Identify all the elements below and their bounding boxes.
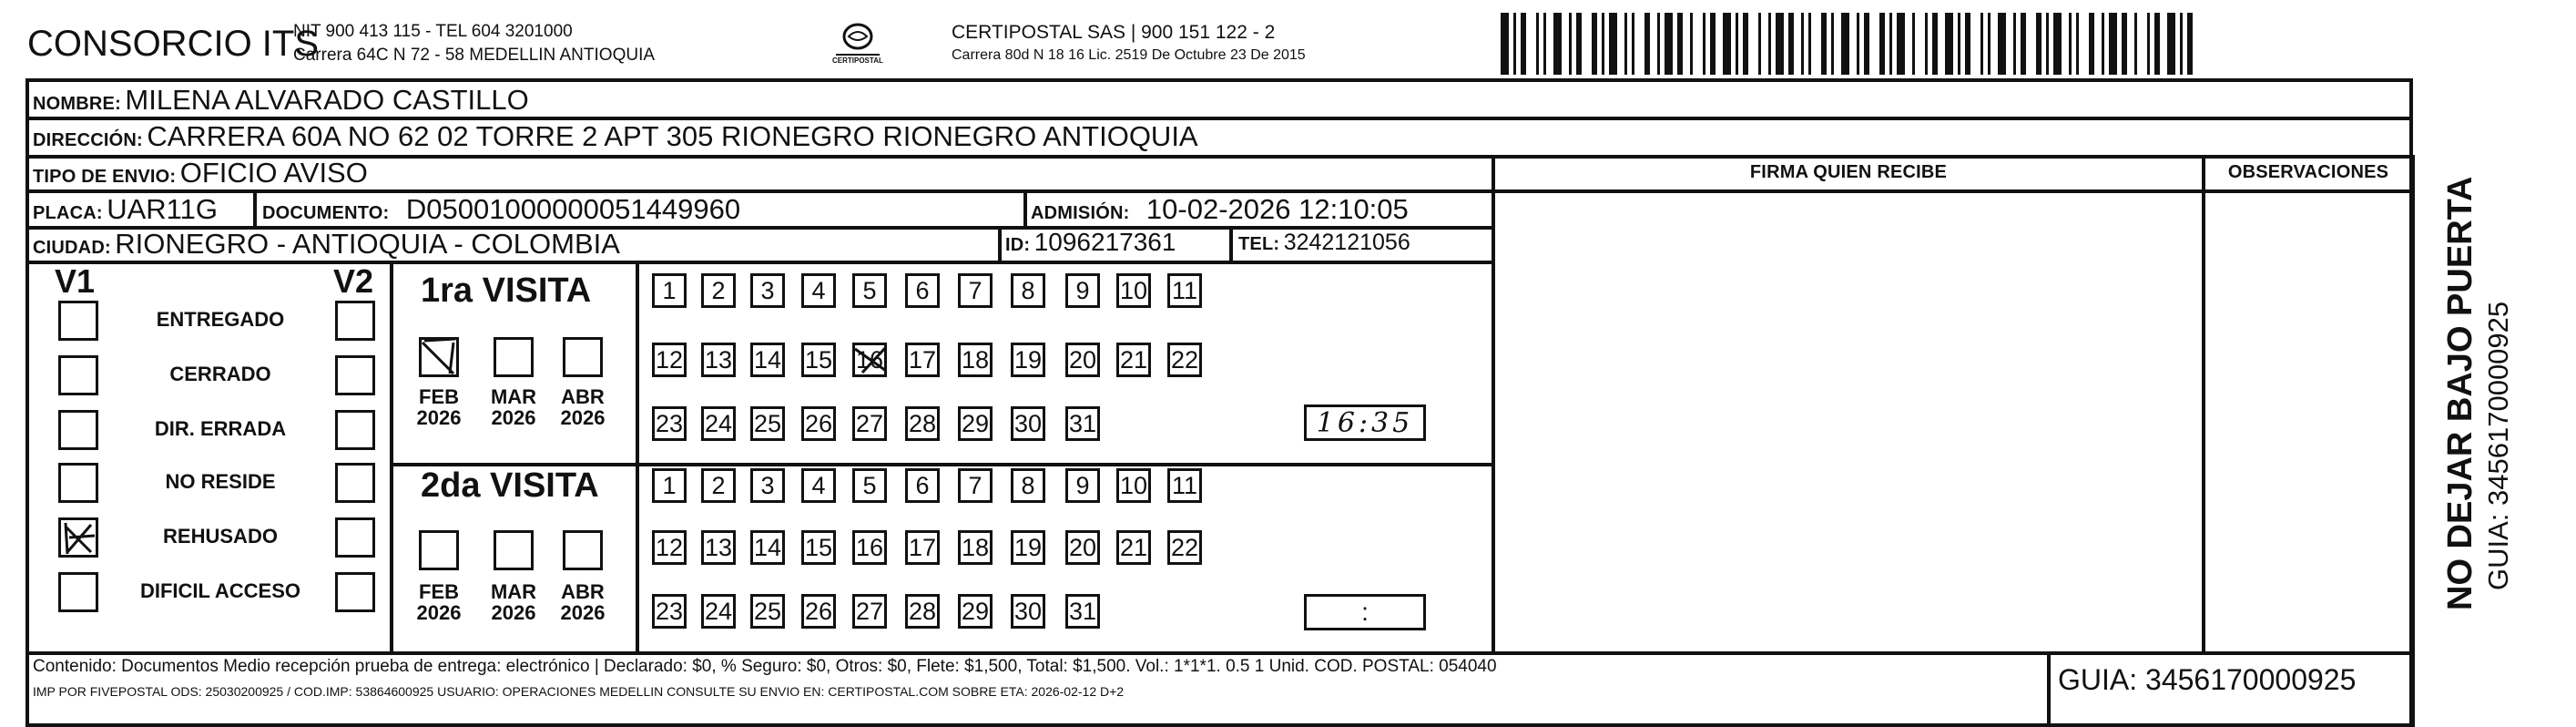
visit2-day-30[interactable]: 30 bbox=[1011, 594, 1045, 629]
visit1-day-8[interactable]: 8 bbox=[1011, 273, 1045, 308]
barcode-bar bbox=[1632, 13, 1634, 75]
carrier-name: CERTIPOSTAL SAS | 900 151 122 - 2 bbox=[952, 22, 1276, 43]
barcode-bar bbox=[2076, 13, 2079, 75]
barcode-bar bbox=[1553, 13, 1562, 75]
visit2-day-15[interactable]: 15 bbox=[801, 530, 836, 565]
barcode-bar bbox=[1932, 13, 1938, 75]
visit2-day-26[interactable]: 26 bbox=[801, 594, 836, 629]
visit1-day-5[interactable]: 5 bbox=[852, 273, 887, 308]
barcode-bar bbox=[2122, 13, 2127, 75]
company-address: Carrera 64C N 72 - 58 MEDELLIN ANTIOQUIA bbox=[293, 46, 656, 65]
barcode-bar bbox=[2036, 13, 2041, 75]
visit2-title: 2da VISITA bbox=[421, 466, 599, 505]
barcode-bar bbox=[2089, 13, 2094, 75]
observations-area[interactable] bbox=[2205, 193, 2409, 649]
visit2-day-25[interactable]: 25 bbox=[750, 594, 785, 629]
v1-check-0[interactable] bbox=[58, 301, 98, 341]
company-nit: NIT 900 413 115 - TEL 604 3201000 bbox=[293, 22, 573, 41]
visit2-abr-check[interactable] bbox=[563, 530, 603, 570]
visit1-day-9[interactable]: 9 bbox=[1065, 273, 1100, 308]
visit2-abr-label: ABR 2026 bbox=[560, 580, 606, 625]
barcode-bar bbox=[1831, 13, 1834, 75]
visit2-day-12[interactable]: 12 bbox=[652, 530, 687, 565]
visit2-day-14[interactable]: 14 bbox=[750, 530, 785, 565]
barcode-bar bbox=[1743, 13, 1748, 75]
visit1-day-22[interactable]: 22 bbox=[1167, 343, 1202, 377]
barcode-bar bbox=[1657, 13, 1660, 75]
barcode-bar bbox=[2167, 13, 2175, 75]
v1-label: V1 bbox=[55, 262, 96, 300]
visit2-day-13[interactable]: 13 bbox=[701, 530, 736, 565]
barcode-bar bbox=[2134, 13, 2137, 75]
barcode-bar bbox=[1602, 13, 1604, 75]
barcode-bar bbox=[1758, 13, 1761, 75]
barcode-bar bbox=[2154, 13, 2160, 75]
visit2-day-19[interactable]: 19 bbox=[1011, 530, 1045, 565]
visit1-day-12[interactable]: 12 bbox=[652, 343, 687, 377]
visit2-day-29[interactable]: 29 bbox=[958, 594, 993, 629]
barcode-bar bbox=[1801, 13, 1804, 75]
visit1-day-23[interactable]: 23 bbox=[652, 406, 687, 441]
tel-value: 3242121056 bbox=[1283, 230, 1410, 255]
id-field bbox=[1005, 230, 1176, 255]
tipo-value: OFICIO AVISO bbox=[179, 157, 368, 189]
v2-label: V2 bbox=[333, 262, 374, 300]
visit2-day-28[interactable]: 28 bbox=[905, 594, 940, 629]
visit2-day-11[interactable]: 11 bbox=[1167, 468, 1202, 503]
visit1-day-1[interactable]: 1 bbox=[652, 273, 687, 308]
visit1-day-7[interactable]: 7 bbox=[958, 273, 993, 308]
tipo-row bbox=[33, 159, 368, 187]
barcode-bar bbox=[1768, 13, 1771, 75]
admision-value: 10-02-2026 12:10:05 bbox=[1145, 193, 1409, 225]
v2-check-0[interactable] bbox=[335, 301, 375, 341]
barcode-bar bbox=[1624, 13, 1627, 75]
carrier-address: Carrera 80d N 18 16 Lic. 2519 De Octubre 23 De 2015 bbox=[952, 47, 1306, 63]
visit1-day-25[interactable]: 25 bbox=[750, 406, 785, 441]
visit2-day-8[interactable]: 8 bbox=[1011, 468, 1045, 503]
visit1-day-3[interactable]: 3 bbox=[750, 273, 785, 308]
motive-label-3: NO RESIDE bbox=[165, 470, 276, 493]
visit1-day-15[interactable]: 15 bbox=[801, 343, 836, 377]
barcode-bar bbox=[1736, 13, 1738, 75]
visit1-day-21[interactable]: 21 bbox=[1116, 343, 1151, 377]
visit1-day-6[interactable]: 6 bbox=[905, 273, 940, 308]
visit2-time-box[interactable] bbox=[1304, 594, 1426, 630]
visit1-day-11[interactable]: 11 bbox=[1167, 273, 1202, 308]
signature-header: FIRMA QUIEN RECIBE bbox=[1749, 162, 1948, 182]
observations-header: OBSERVACIONES bbox=[2227, 162, 2389, 182]
barcode-bar bbox=[1644, 13, 1650, 75]
visit1-day-17[interactable]: 17 bbox=[905, 343, 940, 377]
barcode-bar bbox=[1897, 13, 1905, 75]
motive-label-2: DIR. ERRADA bbox=[154, 417, 287, 440]
visit2-feb-label: FEB 2026 bbox=[416, 580, 462, 625]
barcode-bar bbox=[1864, 13, 1869, 75]
visit2-day-10[interactable]: 10 bbox=[1116, 468, 1151, 503]
barcode-bar bbox=[2102, 13, 2104, 75]
visit1-day-2[interactable]: 2 bbox=[701, 273, 736, 308]
visit1-abr-check[interactable] bbox=[563, 337, 603, 377]
visit1-mar-check[interactable] bbox=[494, 337, 534, 377]
barcode-bar bbox=[1501, 13, 1509, 75]
v1-check-4[interactable] bbox=[58, 517, 98, 558]
documento-value: D05001000000051449960 bbox=[405, 193, 741, 225]
barcode-bar bbox=[1710, 13, 1716, 75]
barcode-bar bbox=[1821, 13, 1827, 75]
barcode-bar bbox=[1703, 13, 1705, 75]
barcode-bar bbox=[1841, 13, 1849, 75]
barcode-bar bbox=[1609, 13, 1617, 75]
footer-guia: GUIA: 3456170000925 bbox=[2058, 663, 2357, 696]
barcode-bar bbox=[1912, 13, 1915, 75]
barcode-bar bbox=[1925, 13, 1928, 75]
v1-check-3[interactable] bbox=[58, 463, 98, 503]
visit2-day-2[interactable]: 2 bbox=[701, 468, 736, 503]
footer-print-info: IMP POR FIVEPOSTAL ODS: 25030200925 / COD.IMP: 53864600925 USUARIO: OPERACIONES MEDELLIN CONSULTE SU ENVIO EN: CERTIPOSTAL.COM SOBRE ETA: 2026-02-12 D+2 bbox=[33, 684, 1125, 699]
visit2-day-20[interactable]: 20 bbox=[1065, 530, 1100, 565]
visit2-day-31[interactable]: 31 bbox=[1065, 594, 1100, 629]
barcode-bar bbox=[1723, 13, 1731, 75]
ciudad-field bbox=[33, 230, 620, 258]
visit1-mar-label: MAR 2026 bbox=[490, 385, 537, 430]
barcode-bar bbox=[2021, 13, 2026, 75]
tipo-label: TIPO DE ENVIO: bbox=[33, 167, 177, 187]
barcode-bar bbox=[1857, 13, 1859, 75]
barcode-bar bbox=[2053, 13, 2062, 75]
visit1-day-14[interactable]: 14 bbox=[750, 343, 785, 377]
visit1-day-24[interactable]: 24 bbox=[701, 406, 736, 441]
v2-check-5[interactable] bbox=[335, 572, 375, 612]
nombre-label: NOMBRE: bbox=[33, 94, 121, 114]
barcode-bar bbox=[1988, 13, 1991, 75]
visit1-day-30[interactable]: 30 bbox=[1011, 406, 1045, 441]
barcode-bar bbox=[1536, 13, 1539, 75]
documento-field bbox=[262, 195, 740, 223]
visit2-time: : bbox=[1361, 598, 1369, 626]
logo-text: CERTIPOSTAL bbox=[832, 56, 883, 65]
barcode-bar bbox=[1998, 13, 2006, 75]
visit2-day-5[interactable]: 5 bbox=[852, 468, 887, 503]
v2-check-2[interactable] bbox=[335, 410, 375, 450]
visit2-mar-label: MAR 2026 bbox=[490, 580, 537, 625]
visit2-day-17[interactable]: 17 bbox=[905, 530, 940, 565]
barcode-bar bbox=[1543, 13, 1546, 75]
header bbox=[0, 0, 2576, 80]
visit1-time-box[interactable] bbox=[1304, 404, 1426, 441]
placa-field bbox=[33, 195, 218, 223]
motive-label-4: REHUSADO bbox=[163, 525, 278, 548]
id-label: ID: bbox=[1005, 235, 1031, 255]
visit1-day-29[interactable]: 29 bbox=[958, 406, 993, 441]
barcode-bar bbox=[1576, 13, 1582, 75]
v2-check-3[interactable] bbox=[335, 463, 375, 503]
barcode-bar bbox=[1665, 13, 1673, 75]
visit2-day-22[interactable]: 22 bbox=[1167, 530, 1202, 565]
barcode-bar bbox=[1521, 13, 1526, 75]
nombre-row bbox=[33, 86, 529, 114]
visit2-day-3[interactable]: 3 bbox=[750, 468, 785, 503]
v1-check-1[interactable] bbox=[58, 355, 98, 395]
visit1-feb-label: FEB 2026 bbox=[416, 385, 462, 430]
visit2-day-4[interactable]: 4 bbox=[801, 468, 836, 503]
visit2-day-9[interactable]: 9 bbox=[1065, 468, 1100, 503]
visit1-title: 1ra VISITA bbox=[421, 271, 592, 310]
v1-check-2[interactable] bbox=[58, 410, 98, 450]
visit2-feb-check[interactable] bbox=[419, 530, 459, 570]
barcode-bar bbox=[1958, 13, 1960, 75]
motive-label-5: DIFICIL ACCESO bbox=[139, 579, 300, 602]
visit1-day-10[interactable]: 10 bbox=[1116, 273, 1151, 308]
barcode-bar bbox=[1980, 13, 1983, 75]
footer-content: Contenido: Documentos Medio recepción prueba de entrega: electrónico | Declarado: $0, % Seguro: $0, Otros: $0, Flete: $1,500, Total: $1,500. Vol.: 1*1*1. 0.5 1 Unid. COD. POSTAL: 054040 bbox=[33, 657, 1497, 676]
barcode-bar bbox=[1592, 13, 1597, 75]
barcode-bar bbox=[1879, 13, 1885, 75]
admision-label: ADMISIÓN: bbox=[1031, 203, 1130, 223]
visit2-day-18[interactable]: 18 bbox=[958, 530, 993, 565]
visit1-day-28[interactable]: 28 bbox=[905, 406, 940, 441]
direccion-label: DIRECCIÓN: bbox=[33, 130, 143, 150]
visit2-day-16[interactable]: 16 bbox=[852, 530, 887, 565]
barcode bbox=[1501, 13, 2200, 75]
placa-value: UAR11G bbox=[107, 193, 218, 225]
nombre-value: MILENA ALVARADO CASTILLO bbox=[125, 84, 529, 116]
barcode-bar bbox=[2109, 13, 2117, 75]
direccion-value: CARRERA 60A NO 62 02 TORRE 2 APT 305 RIONEGRO RIONEGRO ANTIOQUIA bbox=[147, 120, 1198, 152]
visit1-day-4[interactable]: 4 bbox=[801, 273, 836, 308]
visit2-day-7[interactable]: 7 bbox=[958, 468, 993, 503]
side-guia: GUIA: 3456170000925 bbox=[2482, 301, 2514, 590]
visit1-day-13[interactable]: 13 bbox=[701, 343, 736, 377]
barcode-bar bbox=[2013, 13, 2016, 75]
v1-check-5[interactable] bbox=[58, 572, 98, 612]
barcode-bar bbox=[1808, 13, 1811, 75]
motive-label-1: CERRADO bbox=[169, 363, 271, 385]
admision-field bbox=[1031, 195, 1409, 223]
motive-label-0: ENTREGADO bbox=[156, 308, 285, 331]
barcode-bar bbox=[2180, 13, 2183, 75]
visit2-day-23[interactable]: 23 bbox=[652, 594, 687, 629]
visit1-day-26[interactable]: 26 bbox=[801, 406, 836, 441]
barcode-bar bbox=[1677, 13, 1683, 75]
visit2-day-21[interactable]: 21 bbox=[1116, 530, 1151, 565]
visit2-day-24[interactable]: 24 bbox=[701, 594, 736, 629]
barcode-bar bbox=[2147, 13, 2150, 75]
barcode-bar bbox=[2187, 13, 2193, 75]
barcode-bar bbox=[1945, 13, 1953, 75]
certipostal-logo bbox=[830, 18, 885, 71]
visit1-day-31[interactable]: 31 bbox=[1065, 406, 1100, 441]
signature-area[interactable] bbox=[1497, 193, 2200, 649]
v2-check-1[interactable] bbox=[335, 355, 375, 395]
barcode-bar bbox=[1965, 13, 1970, 75]
visit2-day-27[interactable]: 27 bbox=[852, 594, 887, 629]
tel-field bbox=[1238, 231, 1410, 254]
barcode-bar bbox=[1776, 13, 1784, 75]
visit2-mar-check[interactable] bbox=[494, 530, 534, 570]
ciudad-value: RIONEGRO - ANTIOQUIA - COLOMBIA bbox=[115, 228, 620, 260]
side-warning: NO DEJAR BAJO PUERTA bbox=[2441, 176, 2479, 610]
barcode-bar bbox=[2069, 13, 2072, 75]
visit1-day-16[interactable]: 16 bbox=[852, 343, 887, 377]
visit1-day-27[interactable]: 27 bbox=[852, 406, 887, 441]
ciudad-label: CIUDAD: bbox=[33, 238, 111, 258]
barcode-bar bbox=[1889, 13, 1892, 75]
visit2-day-6[interactable]: 6 bbox=[905, 468, 940, 503]
barcode-bar bbox=[1569, 13, 1572, 75]
v2-check-4[interactable] bbox=[335, 517, 375, 558]
barcode-bar bbox=[1788, 13, 1794, 75]
barcode-bar bbox=[2046, 13, 2049, 75]
visit1-day-20[interactable]: 20 bbox=[1065, 343, 1100, 377]
id-value: 1096217361 bbox=[1033, 228, 1176, 256]
visit1-time: 16:35 bbox=[1316, 406, 1414, 439]
tel-label: TEL: bbox=[1238, 234, 1280, 254]
barcode-bar bbox=[1513, 13, 1516, 75]
barcode-bar bbox=[1690, 13, 1693, 75]
direccion-row bbox=[33, 122, 1198, 150]
documento-label: DOCUMENTO: bbox=[262, 203, 390, 223]
visit1-day-18[interactable]: 18 bbox=[958, 343, 993, 377]
visit1-abr-label: ABR 2026 bbox=[560, 385, 606, 430]
company-name: CONSORCIO ITS bbox=[27, 24, 320, 64]
placa-label: PLACA: bbox=[33, 203, 103, 223]
visit1-day-19[interactable]: 19 bbox=[1011, 343, 1045, 377]
visit2-day-1[interactable]: 1 bbox=[652, 468, 687, 503]
visit1-feb-check[interactable] bbox=[419, 337, 459, 377]
